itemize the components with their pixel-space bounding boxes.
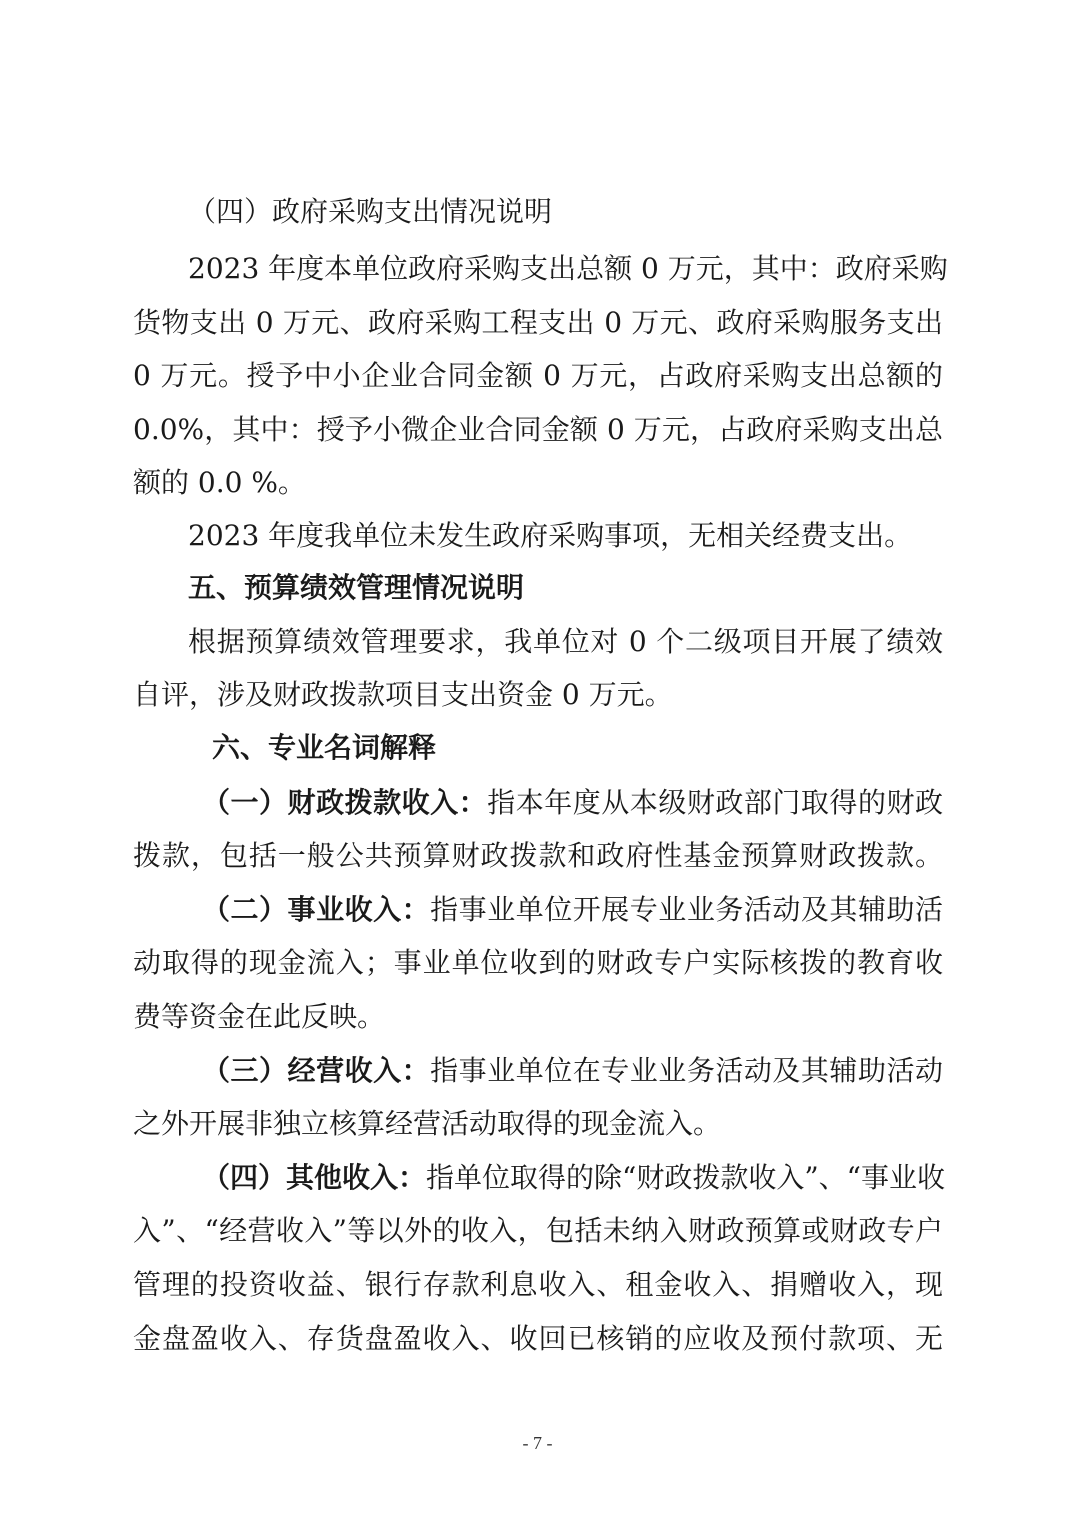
- section4-para1-line2: 货物支出 0 万元、政府采购工程支出 0 万元、政府采购服务支出: [133, 306, 943, 339]
- section4-para1-line5: 额的 0.0 %。: [133, 466, 306, 499]
- definition-text: 指事业单位开展专业业务活动及其辅助活: [430, 893, 943, 926]
- definition-term: （一）财政拨款收入：: [202, 786, 488, 819]
- section5-para-line2: 自评，涉及财政拨款项目支出资金 0 万元。: [133, 678, 673, 711]
- definition-fiscal-appropriation-line2: 拨款，包括一般公共预算财政拨款和政府性基金预算财政拨款。: [133, 839, 943, 872]
- definition-business-income-line3: 费等资金在此反映。: [133, 1000, 386, 1033]
- section4-para1-line4: 0.0%，其中：授予小微企业合同金额 0 万元，占政府采购支出总: [133, 413, 943, 446]
- page-number: - 7 -: [522, 1433, 553, 1453]
- section5-heading: 五、预算绩效管理情况说明: [188, 571, 525, 604]
- definition-text: 指本年度从本级财政部门取得的财政: [487, 786, 943, 819]
- definition-fiscal-appropriation: [202, 776, 943, 830]
- definition-other-income-line4: 金盘盈收入、存货盘盈收入、收回已核销的应收及预付款项、无: [133, 1322, 943, 1355]
- section5-para-line1: 根据预算绩效管理要求，我单位对 0 个二级项目开展了绩效: [188, 625, 943, 658]
- definition-other-income: [202, 1151, 943, 1205]
- section4-heading: （四）政府采购支出情况说明: [188, 195, 553, 228]
- definition-operating-income: [202, 1044, 943, 1098]
- section4-para2: 2023 年度我单位未发生政府采购事项，无相关经费支出。: [188, 519, 913, 552]
- section6-heading: 六、专业名词解释: [212, 731, 437, 764]
- section4-para1-line1: 2023 年度本单位政府采购支出总额 0 万元，其中：政府采购: [188, 252, 948, 285]
- definition-operating-income-line2: 之外开展非独立核算经营活动取得的现金流入。: [133, 1107, 722, 1140]
- definition-business-income: [202, 883, 943, 937]
- definition-text: 指事业单位在专业业务活动及其辅助活动: [430, 1054, 943, 1087]
- definition-text: 指单位取得的除“财政拨款收入”、“事业收: [426, 1161, 945, 1194]
- definition-term: （四）其他收入：: [202, 1161, 427, 1194]
- definition-business-income-line2: 动取得的现金流入；事业单位收到的财政专户实际核拨的教育收: [133, 946, 943, 979]
- definition-term: （三）经营收入：: [202, 1054, 431, 1087]
- definition-other-income-line2: 入”、“经营收入”等以外的收入，包括未纳入财政预算或财政专户: [133, 1214, 943, 1247]
- section4-para1-line3: 0 万元。授予中小企业合同金额 0 万元，占政府采购支出总额的: [133, 359, 943, 392]
- definition-other-income-line3: 管理的投资收益、银行存款利息收入、租金收入、捐赠收入，现: [133, 1268, 943, 1301]
- definition-term: （二）事业收入：: [202, 893, 431, 926]
